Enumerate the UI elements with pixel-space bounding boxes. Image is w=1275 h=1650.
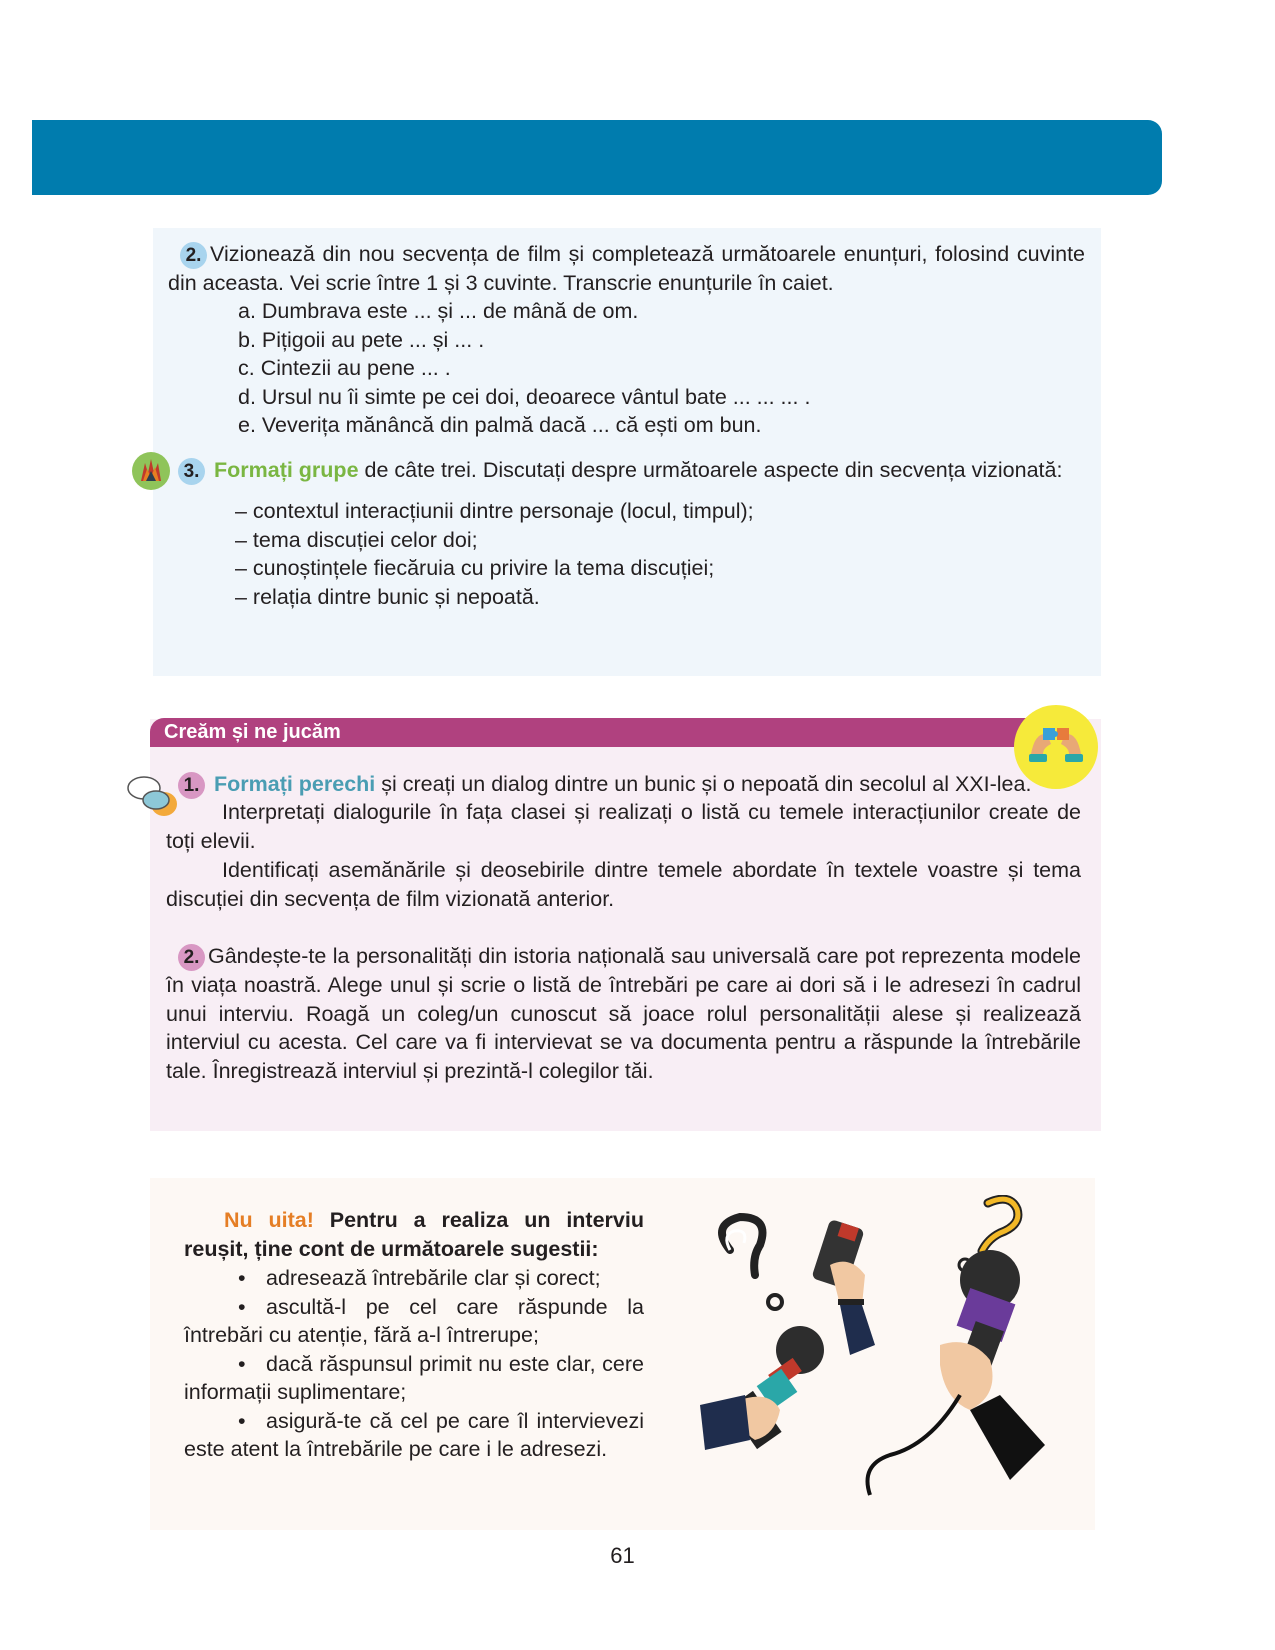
- exercise-3-number: 3.: [178, 458, 205, 485]
- interview-illustration: [700, 1195, 1090, 1515]
- exercise-2-items: [238, 297, 1078, 440]
- section-exercise-1-number: 1.: [178, 772, 205, 799]
- exercise-3-items: [235, 497, 1075, 611]
- exercise-3-text: 3. Formați grupe de câte trei. Discutați despre următoarele aspecte din secvența vizionată:: [178, 456, 1098, 485]
- list-item: e. Veverița mănâncă din palmă dacă ... că ești om bun.: [238, 413, 762, 437]
- tip-lead: Nu uita! Pentru a realiza un interviu reușit, ține cont de următoarele sugestii:: [184, 1208, 644, 1261]
- group-work-icon: [131, 451, 171, 491]
- list-item: – cunoștințele fiecăruia cu privire la tema discuției;: [235, 556, 715, 580]
- tip-bullets: [184, 1264, 644, 1464]
- list-item: – tema discuției celor doi;: [235, 527, 478, 552]
- list-item: c. Cintezii au pene ... .: [238, 356, 451, 380]
- list-item: – relația dintre bunic și nepoată.: [235, 584, 540, 609]
- section-exercise-1-p2: Interpretați dialogurile în fața clasei și realizați o listă cu temele interacțiunilor create de toți elevii.: [166, 800, 1081, 853]
- section-exercise-1-line: 1. Formați perechi și creați un dialog dintre un bunic și o nepoată din secolul al XXI-lea.: [178, 770, 1078, 799]
- list-item: • adresează întrebările clar și corect;: [238, 1266, 601, 1290]
- list-item: b. Pițigoii au pete ... și ... .: [238, 327, 485, 352]
- section-exercise-2-text: 2. Gândește-te la personalități din istoria națională sau universală care pot reprezenta modele în viața noastră. Alege unul și scrie o listă de întrebări pe care ai dori să i le adresezi în cadrul unui interviu. Roagă un coleg/un cunoscut să joace rolul personalității alese și realizează interviul cu acesta. Cel care va fi intervievat se va documenta pentru a răspunde la întrebările tale. Înregistrează interviul și prezintă-l colegilor tăi.: [166, 944, 1081, 1083]
- exercise-2-text: 2. Vizionează din nou secvența de film și completează următoarele enunțuri, folosind cuvinte din aceasta. Vei scrie între 1 și 3 cuvinte. Transcrie enunțurile în caiet.: [168, 242, 1085, 295]
- list-item: • asigură-te că cel pe care îl intervievezi este atent la întrebările pe care i le adresezi.: [184, 1408, 644, 1461]
- page-number: 61: [610, 1543, 635, 1568]
- section-exercise-1-p3: Identificați asemănările și deosebirile dintre temele abordate în textele voastre și tema discuției din secvența de film vizionată anterior.: [166, 858, 1081, 911]
- list-item: • ascultă-l pe cel care răspunde la întrebări cu atenție, fără a-l întrerupe;: [184, 1294, 644, 1347]
- list-item: – contextul interacțiunii dintre personaje (locul, timpul);: [235, 499, 754, 523]
- section-title-bar: Creăm și ne jucăm: [150, 718, 1050, 747]
- exercise-2-number: 2.: [180, 242, 207, 269]
- list-item: • dacă răspunsul primit nu este clar, cere informații suplimentare;: [184, 1351, 644, 1404]
- section-exercise-2-number: 2.: [178, 944, 205, 971]
- header-banner: [32, 120, 1162, 195]
- list-item: a. Dumbrava este ... și ... de mână de om.: [238, 299, 639, 323]
- list-item: d. Ursul nu îi simte pe cei doi, deoarece vântul bate ... ... ... .: [238, 384, 811, 409]
